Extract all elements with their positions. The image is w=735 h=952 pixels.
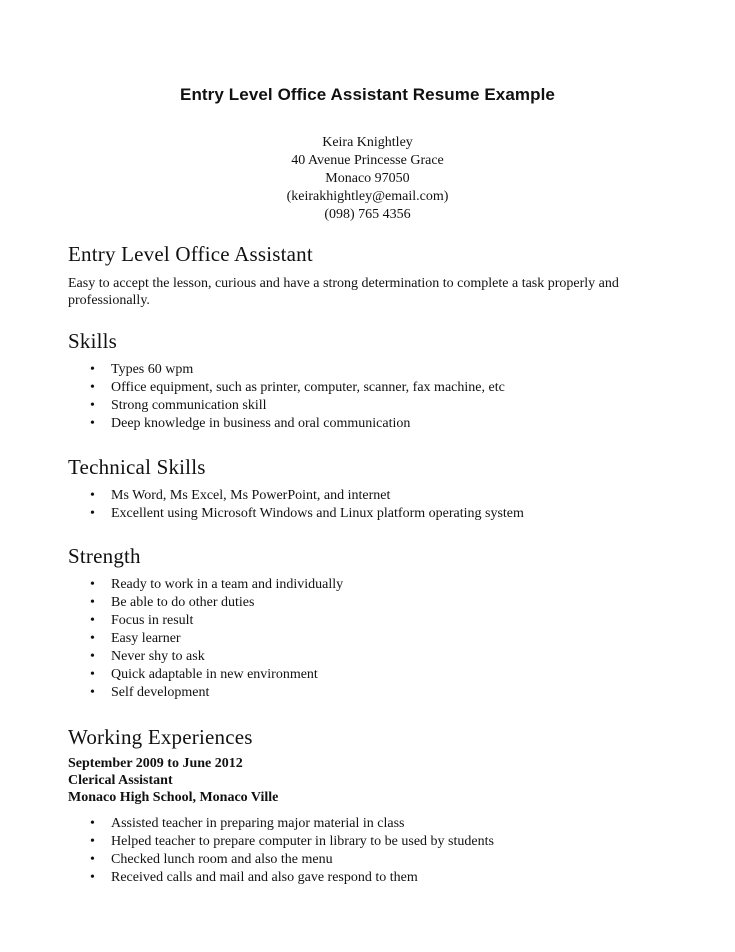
bullet-icon: • (90, 834, 95, 849)
list-item-text: Ms Word, Ms Excel, Ms PowerPoint, and internet (111, 488, 391, 503)
bullet-icon: • (90, 852, 95, 867)
list-item-text: Deep knowledge in business and oral communication (111, 416, 411, 431)
list-item (68, 630, 343, 648)
contact-block (0, 134, 735, 224)
list-item-text: Be able to do other duties (111, 595, 255, 610)
bullet-icon: • (90, 685, 95, 700)
list-item (68, 684, 343, 702)
objective-heading: Entry Level Office Assistant (68, 242, 313, 266)
list-item (68, 379, 505, 397)
bullet-icon: • (90, 595, 95, 610)
objective-line-1: Easy to accept the lesson, curious and have a strong determination to complete a task properly and (68, 276, 619, 291)
list-item-text: Assisted teacher in preparing major material in class (111, 816, 405, 831)
list-item (68, 487, 524, 505)
experience-period: September 2009 to June 2012 (68, 756, 243, 771)
bullet-icon: • (90, 506, 95, 521)
list-item (68, 415, 505, 433)
list-item-text: Never shy to ask (111, 649, 205, 664)
list-item-text: Received calls and mail and also gave respond to them (111, 870, 418, 885)
bullet-icon: • (90, 380, 95, 395)
experience-heading: Working Experiences (68, 725, 253, 749)
list-item-text: Self development (111, 685, 210, 700)
bullet-icon: • (90, 398, 95, 413)
bullet-icon: • (90, 816, 95, 831)
list-item (68, 612, 343, 630)
list-item-text: Types 60 wpm (111, 362, 194, 377)
list-item (68, 869, 494, 887)
objective-line-2: professionally. (68, 293, 150, 308)
skills-list (68, 361, 505, 433)
bullet-icon: • (90, 870, 95, 885)
bullet-icon: • (90, 613, 95, 628)
bullet-icon: • (90, 649, 95, 664)
bullet-icon: • (90, 667, 95, 682)
list-item (68, 815, 494, 833)
list-item-text: Focus in result (111, 613, 194, 628)
bullet-icon: • (90, 577, 95, 592)
list-item (68, 576, 343, 594)
technical-skills-heading: Technical Skills (68, 455, 206, 479)
list-item (68, 505, 524, 523)
bullet-icon: • (90, 488, 95, 503)
bullet-icon: • (90, 416, 95, 431)
experience-employer: Monaco High School, Monaco Ville (68, 790, 279, 805)
list-item-text: Easy learner (111, 631, 181, 646)
page-title: Entry Level Office Assistant Resume Example (180, 85, 555, 104)
list-item-text: Office equipment, such as printer, computer, scanner, fax machine, etc (111, 380, 505, 395)
list-item (68, 851, 494, 869)
experience-list (68, 815, 494, 887)
contact-address-line2: Monaco 97050 (325, 171, 410, 186)
contact-email: (keirakhightley@email.com) (286, 189, 449, 204)
skills-heading: Skills (68, 329, 118, 353)
bullet-icon: • (90, 631, 95, 646)
list-item-text: Ready to work in a team and individually (111, 577, 344, 592)
objective-text (68, 275, 668, 309)
bullet-icon: • (90, 362, 95, 377)
technical-skills-list (68, 487, 524, 523)
list-item-text: Excellent using Microsoft Windows and Linux platform operating system (111, 506, 524, 521)
list-item (68, 666, 343, 684)
list-item (68, 361, 505, 379)
strength-heading: Strength (68, 544, 141, 568)
list-item-text: Strong communication skill (111, 398, 267, 413)
list-item (68, 833, 494, 851)
contact-name: Keira Knightley (322, 135, 413, 150)
list-item-text: Helped teacher to prepare computer in library to be used by students (111, 834, 494, 849)
list-item (68, 594, 343, 612)
contact-phone: (098) 765 4356 (324, 207, 411, 222)
list-item-text: Quick adaptable in new environment (111, 667, 318, 682)
contact-address-line1: 40 Avenue Princesse Grace (291, 153, 444, 168)
strength-list (68, 576, 343, 702)
experience-position: Clerical Assistant (68, 773, 173, 788)
list-item (68, 648, 343, 666)
list-item-text: Checked lunch room and also the menu (111, 852, 333, 867)
list-item (68, 397, 505, 415)
